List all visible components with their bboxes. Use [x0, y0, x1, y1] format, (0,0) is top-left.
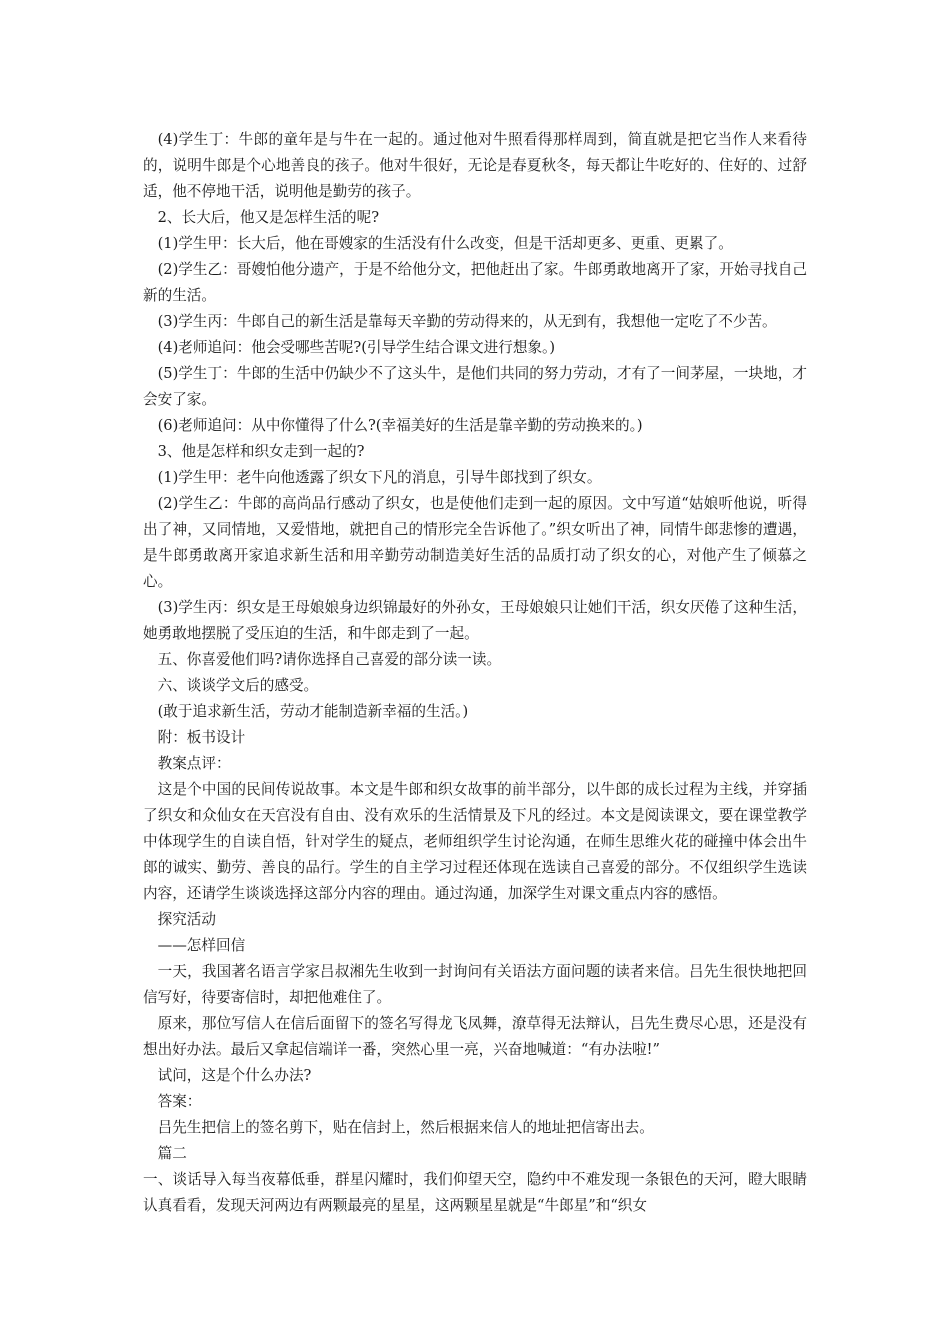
paragraph: (3)学生丙：织女是王母娘娘身边织锦最好的外孙女，王母娘娘只让她们干活，织女厌倦了这种生活，她勇敢地摆脱了受压迫的生活，和牛郎走到了一起。: [143, 599, 807, 642]
paragraph: 教案点评：: [157, 755, 231, 772]
paragraph: 试问，这是个什么办法?: [157, 1067, 312, 1084]
paragraph: 附：板书设计: [157, 729, 246, 746]
paragraph: (2)学生乙：哥嫂怕他分遗产，于是不给他分文，把他赶出了家。牛郎勇敢地离开了家，开始寻找自己新的生活。: [143, 261, 807, 304]
paragraph: 一天，我国著名语言学家吕叔湘先生收到一封询问有关语法方面问题的读者来信。吕先生很快地把回信写好，待要寄信时，却把他难住了。: [143, 963, 807, 1006]
paragraph: (4)老师追问：他会受哪些苦呢?(引导学生结合课文进行想象。): [157, 339, 556, 356]
paragraph: 原来，那位写信人在信后面留下的签名写得龙飞凤舞，潦草得无法辩认，吕先生费尽心思，还是没有想出好办法。最后又拿起信端详一番，突然心里一亮，兴奋地喊道：“有办法啦!”: [143, 1015, 807, 1058]
paragraph: 吕先生把信上的签名剪下，贴在信封上，然后根据来信人的地址把信寄出去。: [157, 1119, 654, 1136]
paragraph: 一、谈话导入每当夜幕低垂，群星闪耀时，我们仰望天空，隐约中不难发现一条银色的天河，瞪大眼睛认真看看，发现天河两边有两颗最亮的星星，这两颗星星就是“牛郎星”和“织女: [143, 1171, 807, 1214]
paragraph: 六、谈谈学文后的感受。: [157, 677, 319, 694]
paragraph: (4)学生丁：牛郎的童年是与牛在一起的。通过他对牛照看得那样周到，简直就是把它当作人来看待的，说明牛郎是个心地善良的孩子。他对牛很好，无论是春夏秋冬，每天都让牛吃好的、住好的、过舒适，他不停地干活，说明他是勤劳的孩子。: [143, 131, 807, 200]
paragraph: (5)学生丁：牛郎的生活中仍缺少不了这头牛，是他们共同的努力劳动，才有了一间茅屋，一块地，才会安了家。: [143, 365, 807, 408]
paragraph: (2)学生乙：牛郎的高尚品行感动了织女，也是使他们走到一起的原因。文中写道“姑娘听他说，听得出了神，又同情地，又爱惜地，就把自己的情形完全告诉他了。”织女听出了神，同情牛郎悲惨的遭遇，是牛郎勇敢离开家追求新生活和用辛勤劳动制造美好生活的品质打动了织女的心，对他产生了倾慕之心。: [143, 495, 807, 590]
paragraph: 五、你喜爱他们吗?请你选择自己喜爱的部分读一读。: [157, 651, 502, 668]
paragraph: 篇二: [157, 1145, 187, 1162]
paragraph: ——怎样回信: [157, 937, 246, 954]
paragraph: (1)学生甲：老牛向他透露了织女下凡的消息，引导牛郎找到了织女。: [157, 469, 602, 486]
paragraph: (6)老师追问：从中你懂得了什么?(幸福美好的生活是靠辛勤的劳动换来的。): [157, 417, 643, 434]
paragraph: (3)学生丙：牛郎自己的新生活是靠每天辛勤的劳动得来的，从无到有，我想他一定吃了不少苦。: [157, 313, 777, 330]
paragraph: 答案：: [157, 1093, 202, 1110]
paragraph: (1)学生甲：长大后，他在哥嫂家的生活没有什么改变，但是干活却更多、更重、更累了。: [157, 235, 733, 252]
document-body: [143, 127, 807, 1219]
paragraph: (敢于追求新生活，劳动才能制造新幸福的生活。): [157, 703, 469, 720]
paragraph: 探究活动: [157, 911, 216, 928]
paragraph: 这是个中国的民间传说故事。本文是牛郎和织女故事的前半部分，以牛郎的成长过程为主线，并穿插了织女和众仙女在天宫没有自由、没有欢乐的生活情景及下凡的经过。本文是阅读课文，要在课堂教学中体现学生的自读自悟，针对学生的疑点，老师组织学生讨论沟通，在师生思维火花的碰撞中体会出牛郎的诚实、勤劳、善良的品行。学生的自主学习过程还体现在选读自己喜爱的部分。不仅组织学生选读内容，还请学生谈谈选择这部分内容的理由。通过沟通，加深学生对课文重点内容的感悟。: [143, 781, 807, 902]
paragraph: 3、他是怎样和织女走到一起的?: [157, 443, 365, 460]
paragraph: 2、长大后，他又是怎样生活的呢?: [157, 209, 380, 226]
